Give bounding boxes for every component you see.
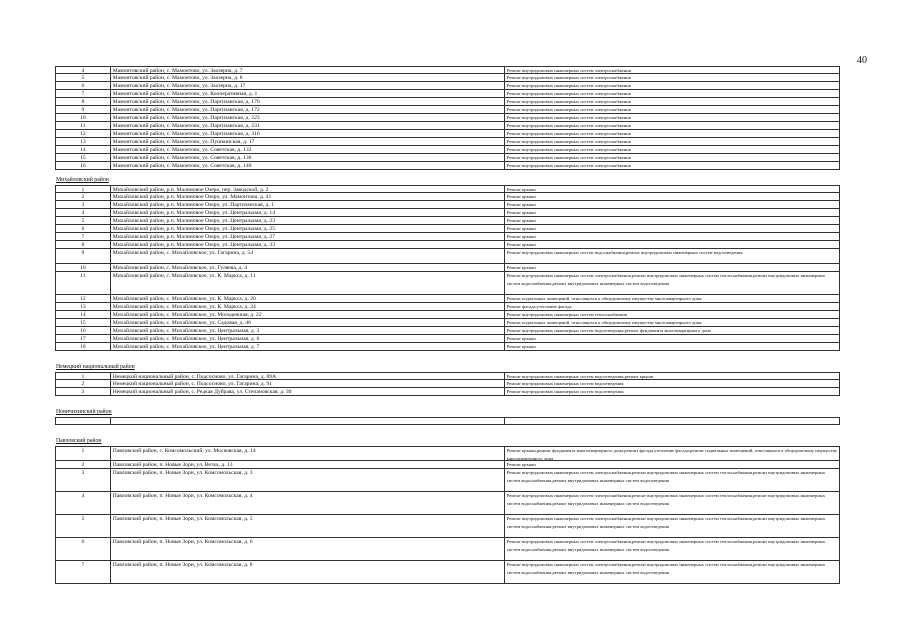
row-number: 11	[55, 272, 111, 294]
work-type-cell: Ремонт внутридомовых инженерных систем теплоснабжения	[505, 311, 840, 318]
row-number: 18	[55, 343, 111, 350]
row-number: 3	[55, 469, 111, 491]
row-number: 7	[55, 90, 111, 97]
table-row	[55, 233, 840, 241]
work-type-cell: Ремонт внутридомовых инженерных систем электроснабжения	[505, 74, 840, 81]
table-row	[55, 561, 840, 584]
address-cell: Мамонтовский район, с. Мамонтово, ул. Партизанская, д. 170	[111, 98, 505, 105]
address-cell: Павловский район, п. Новые Зори, ул. Комсомольская, д. 5	[111, 515, 505, 537]
table-row	[55, 264, 840, 272]
table-row	[55, 66, 840, 74]
work-type-cell: Ремонт внутридомовых инженерных систем водоотведения	[505, 380, 840, 387]
work-type-cell: Ремонт внутридомовых инженерных систем электроснабжения	[505, 106, 840, 113]
address-cell: Михайловский район, с. Михайловское, ул. К. Маркса, д. 24	[111, 303, 505, 310]
section-spacer	[55, 425, 840, 437]
work-type-cell: Ремонт внутридомовых инженерных систем электроснабжения	[505, 146, 840, 153]
address-cell: Павловский район, п. Новые Зори, ул. Комсомольская, д. 4	[111, 492, 505, 514]
section-spacer	[55, 351, 840, 363]
work-type-cell: Ремонт внутридомовых инженерных систем электроснабжения	[505, 138, 840, 145]
table-row	[55, 335, 840, 343]
row-number: 3	[55, 201, 111, 208]
table-row	[55, 201, 840, 209]
work-type-cell: Ремонт внутридомовых инженерных систем электроснабжения	[505, 82, 840, 89]
work-type-cell: Ремонт крыши	[505, 193, 840, 200]
row-number: 7	[55, 233, 111, 240]
work-type-cell: Ремонт крыши	[505, 217, 840, 224]
row-number: 6	[55, 538, 111, 560]
address-cell: Павловский район, п. Новые Зори, ул. Ветка, д. 13	[111, 461, 505, 468]
address-cell: Мамонтовский район, с. Мамонтово, ул. Партизанская, д. 231	[111, 122, 505, 129]
address-cell: Михайловский район, р.п. Малиновое Озеро, ул. Центральная, д. 14	[111, 209, 505, 216]
work-type-cell: Ремонт внутридомовых инженерных систем электроснабжения	[505, 122, 840, 129]
work-type-cell: Ремонт крыши	[505, 186, 840, 192]
address-cell: Михайловский район, с. Михайловское, ул. Садовая, д. 46	[111, 319, 505, 326]
row-number: 14	[55, 146, 111, 153]
work-type-cell: Ремонт внутридомовых инженерных систем водоотведения	[505, 388, 840, 395]
address-cell: Мамонтовский район, с. Мамонтово, ул. Заозерна, д. 8	[111, 74, 505, 81]
table-row	[55, 295, 840, 303]
table-row	[55, 249, 840, 264]
table-row	[55, 446, 840, 461]
row-number: 12	[55, 130, 111, 137]
table-row	[55, 272, 840, 295]
table-row	[55, 146, 840, 154]
row-number: 9	[55, 249, 111, 263]
row-number: 5	[55, 515, 111, 537]
row-number: 6	[55, 82, 111, 89]
work-type-cell: Ремонт крыши	[505, 335, 840, 342]
district-heading: Новичихинский район	[56, 409, 112, 415]
work-type-cell: Ремонт внутридомовых инженерных систем электроснабжения,ремонт внутридомовых инженерных систем теплоснабжения,ремонт внутридомовых инженерных систем водоснабжения,ремонт внутридомовых инженерных систем водоотведения	[505, 469, 840, 491]
work-type-cell: Ремонт фасада,утепление фасада	[505, 303, 840, 310]
address-cell: Мамонтовский район, с. Мамонтово, ул. Заозерна, д. 17	[111, 82, 505, 89]
address-cell: Михайловский район, с. Михайловское, ул. Гуляева, д. 4	[111, 264, 505, 271]
table-row	[55, 106, 840, 114]
district-heading: Немецкий национальный район	[56, 364, 135, 370]
table-row	[55, 122, 840, 130]
row-number: 13	[55, 303, 111, 310]
work-type-cell: Ремонт внутридомовых инженерных систем электроснабжения	[505, 130, 840, 137]
address-cell: Павловский район, с. Комсомольский, ул. Московская, д. 14	[111, 447, 505, 460]
work-type-cell: Ремонт крыши	[505, 233, 840, 240]
work-type-cell	[505, 418, 840, 424]
table-row	[55, 209, 840, 217]
row-number: 3	[55, 388, 111, 395]
row-number: 2	[55, 380, 111, 387]
address-cell: Михайловский район, р.п. Малиновое Озеро, ул. Центральная, д. 33	[111, 241, 505, 248]
table-row	[55, 193, 840, 201]
work-type-cell: Ремонт крыши	[505, 264, 840, 271]
work-type-cell: Ремонт внутридомовых инженерных систем водоотведения,ремонт крыши	[505, 373, 840, 379]
table-row	[55, 311, 840, 319]
address-cell: Мамонтовский район, с. Мамонтово, ул. Партизанская, д. 316	[111, 130, 505, 137]
work-type-cell: Ремонт внутридомовых инженерных систем электроснабжения	[505, 90, 840, 97]
row-number: 9	[55, 106, 111, 113]
table-row	[55, 343, 840, 351]
row-number: 1	[55, 447, 111, 460]
work-type-cell: Ремонт крыши	[505, 209, 840, 216]
row-number: 7	[55, 561, 111, 583]
work-type-cell: Ремонт внутридомовых инженерных систем электроснабжения	[505, 114, 840, 121]
table-row	[55, 185, 840, 193]
row-number: 2	[55, 461, 111, 468]
work-type-cell: Ремонт внутридомовых инженерных систем электроснабжения	[505, 98, 840, 105]
table-row	[55, 380, 840, 388]
address-cell: Михайловский район, р.п. Малиновое Озеро, ул. Центральная, д. 23	[111, 217, 505, 224]
address-cell: Мамонтовский район, с. Мамонтово, ул. Советская, д. 136	[111, 154, 505, 161]
table-row	[55, 98, 840, 106]
page-number: 40	[857, 55, 867, 66]
work-type-cell: Ремонт внутридомовых инженерных систем электроснабжения	[505, 67, 840, 73]
row-number: 12	[55, 295, 111, 302]
table-row	[55, 225, 840, 233]
row-number: 15	[55, 154, 111, 161]
table-row	[55, 154, 840, 162]
row-number	[55, 418, 111, 424]
address-cell: Павловский район, п. Новые Зори, ул. Комсомольская, д. 3	[111, 469, 505, 491]
table-row	[55, 217, 840, 225]
row-number: 16	[55, 327, 111, 334]
table-row	[55, 82, 840, 90]
row-number: 8	[55, 98, 111, 105]
row-number: 1	[55, 186, 111, 192]
district-heading: Павловский район	[56, 438, 102, 444]
work-type-cell: Ремонт внутридомовых инженерных систем электроснабжения,ремонт внутридомовых инженерных систем теплоснабжения,ремонт внутридомовых инженерных систем водоснабжения,ремонт внутридомовых инженерных систем водоотведения	[505, 515, 840, 537]
address-cell: Михайловский район, с. Михайловское, ул. Центральная, д. 3	[111, 327, 505, 334]
address-cell: Мамонтовский район, с. Мамонтово, ул. Кооперативная, д. 1	[111, 90, 505, 97]
table-row	[55, 74, 840, 82]
row-number: 4	[55, 492, 111, 514]
table-row	[55, 515, 840, 538]
work-type-cell: Ремонт внутридомовых инженерных систем электроснабжения,ремонт внутридомовых инженерных систем теплоснабжения,ремонт внутридомовых инженерных систем водоснабжения,ремонт внутридомовых инженерных систем водоотведения	[505, 538, 840, 560]
table-row	[55, 538, 840, 561]
section-spacer	[55, 396, 840, 408]
row-number: 11	[55, 122, 111, 129]
row-number: 10	[55, 114, 111, 121]
row-number: 15	[55, 319, 111, 326]
address-cell: Мамонтовский район, с. Мамонтово, ул. Пушкинская, д. 17	[111, 138, 505, 145]
row-number: 10	[55, 264, 111, 271]
table-row	[55, 388, 840, 396]
address-cell: Михайловский район, с. Михайловское, ул. Гагарина, д. 54	[111, 249, 505, 263]
work-type-cell: Ремонт внутридомовых инженерных систем электроснабжения	[505, 162, 840, 169]
row-number: 2	[55, 193, 111, 200]
address-cell: Мамонтовский район, с. Мамонтово, ул. Заозерна, д. 7	[111, 67, 505, 73]
table-row	[55, 114, 840, 122]
row-number: 8	[55, 241, 111, 248]
row-number: 5	[55, 217, 111, 224]
work-type-cell: Ремонт крыши	[505, 201, 840, 208]
address-cell: Михайловский район, с. Михайловское, ул. Молодежная, д. 22	[111, 311, 505, 318]
row-number: 14	[55, 311, 111, 318]
address-cell: Павловский район, п. Новые Зори, ул. Комсомольская, д. 8	[111, 561, 505, 583]
address-cell	[111, 418, 505, 424]
address-cell: Михайловский район, р.п. Малиновое Озеро, ул. Центральная, д. 27	[111, 233, 505, 240]
row-number: 4	[55, 67, 111, 73]
row-number: 1	[55, 373, 111, 379]
work-type-cell: Ремонт крыши	[505, 343, 840, 350]
work-type-cell: Ремонт внутридомовых инженерных систем водоснабжения,ремонт внутридомовых инженерных систем водоотведения	[505, 249, 840, 263]
work-type-cell: Ремонт внутридомовых инженерных систем электроснабжения,ремонт внутридомовых инженерных систем теплоснабжения,ремонт внутридомовых инженерных систем водоснабжения,ремонт внутридомовых инженерных систем водоотведения	[505, 492, 840, 514]
address-cell: Мамонтовский район, с. Мамонтово, ул. Партизанская, д. 223	[111, 114, 505, 121]
address-cell: Михайловский район, с. Михайловское, ул. К. Маркса, д. 20	[111, 295, 505, 302]
work-type-cell: Ремонт крыши,ремонт фундамента многоквартирного дома,ремонт фасада,утепление фасада,ремонт подвальных помещений, относящихся к общедомовому имуществу многоквартирного дома	[505, 447, 840, 460]
address-cell: Мамонтовский район, с. Мамонтово, ул. Советская, д. 140	[111, 162, 505, 169]
table-row	[55, 241, 840, 249]
address-cell: Михайловский район, р.п. Малиновое Озеро, ул. Партизанская, д. 1	[111, 201, 505, 208]
address-cell: Павловский район, п. Новые Зори, ул. Комсомольская, д. 6	[111, 538, 505, 560]
address-cell: Михайловский район, р.п. Малиновое Озеро, ул. Мамонтова, д. 41	[111, 193, 505, 200]
row-number: 16	[55, 162, 111, 169]
table-row	[55, 327, 840, 335]
work-type-cell: Ремонт внутридомовых инженерных систем электроснабжения,ремонт внутридомовых инженерных систем теплоснабжения,ремонт внутридомовых инженерных систем водоснабжения,ремонт внутридомовых инженерных систем водоотведения	[505, 272, 840, 294]
district-heading: Михайловский район	[56, 177, 109, 183]
work-type-cell: Ремонт крыши	[505, 225, 840, 232]
address-cell: Михайловский район, с. Михайловское, ул. Центральная, д. 6	[111, 335, 505, 342]
table-row	[55, 162, 840, 170]
row-number: 6	[55, 225, 111, 232]
work-type-cell: Ремонт внутридомовых инженерных систем электроснабжения,ремонт внутридомовых инженерных систем теплоснабжения,ремонт внутридомовых инженерных систем водоснабжения,ремонт внутридомовых инженерных систем водоотведения	[505, 561, 840, 583]
row-number: 17	[55, 335, 111, 342]
table-row	[55, 492, 840, 515]
work-type-cell: Ремонт внутридомовых инженерных систем электроснабжения	[505, 154, 840, 161]
table-row	[55, 469, 840, 492]
address-cell: Немецкий национальный район, с. Подсосново, ул. Гагарина, д. 91	[111, 380, 505, 387]
table-row	[55, 372, 840, 380]
work-type-cell: Ремонт подвальных помещений, относящихся к общедомовому имуществу многоквартирного дома	[505, 295, 840, 302]
work-type-cell: Ремонт крыши	[505, 461, 840, 468]
work-type-cell: Ремонт подвальных помещений, относящихся к общедомовому имуществу многоквартирного дома	[505, 319, 840, 326]
work-type-cell: Ремонт крыши	[505, 241, 840, 248]
table-row	[55, 303, 840, 311]
row-number: 5	[55, 74, 111, 81]
address-cell: Михайловский район, с. Михайловское, ул. К. Маркса, д. 11	[111, 272, 505, 294]
table-row	[55, 138, 840, 146]
table-row	[55, 417, 840, 425]
table-row	[55, 461, 840, 469]
repair-program-table	[55, 66, 840, 584]
row-number: 13	[55, 138, 111, 145]
address-cell: Немецкий национальный район, с. Редкая Дубрава, ул. Степановская, д. 30	[111, 388, 505, 395]
table-row	[55, 319, 840, 327]
address-cell: Немецкий национальный район, с. Подсосново, ул. Гагарина, д. 89А	[111, 373, 505, 379]
table-row	[55, 130, 840, 138]
address-cell: Мамонтовский район, с. Мамонтово, ул. Советская, д. 132	[111, 146, 505, 153]
table-row	[55, 90, 840, 98]
address-cell: Михайловский район, р.п. Малиновое Озеро, пер. Заводской, д. 2	[111, 186, 505, 192]
address-cell: Михайловский район, р.п. Малиновое Озеро, ул. Центральная, д. 25	[111, 225, 505, 232]
address-cell: Михайловский район, с. Михайловское, ул. Центральная, д. 7	[111, 343, 505, 350]
work-type-cell: Ремонт внутридомовых инженерных систем водоотведения,ремонт фундамента многоквартирного дома	[505, 327, 840, 334]
address-cell: Мамонтовский район, с. Мамонтово, ул. Партизанская, д. 172	[111, 106, 505, 113]
row-number: 4	[55, 209, 111, 216]
